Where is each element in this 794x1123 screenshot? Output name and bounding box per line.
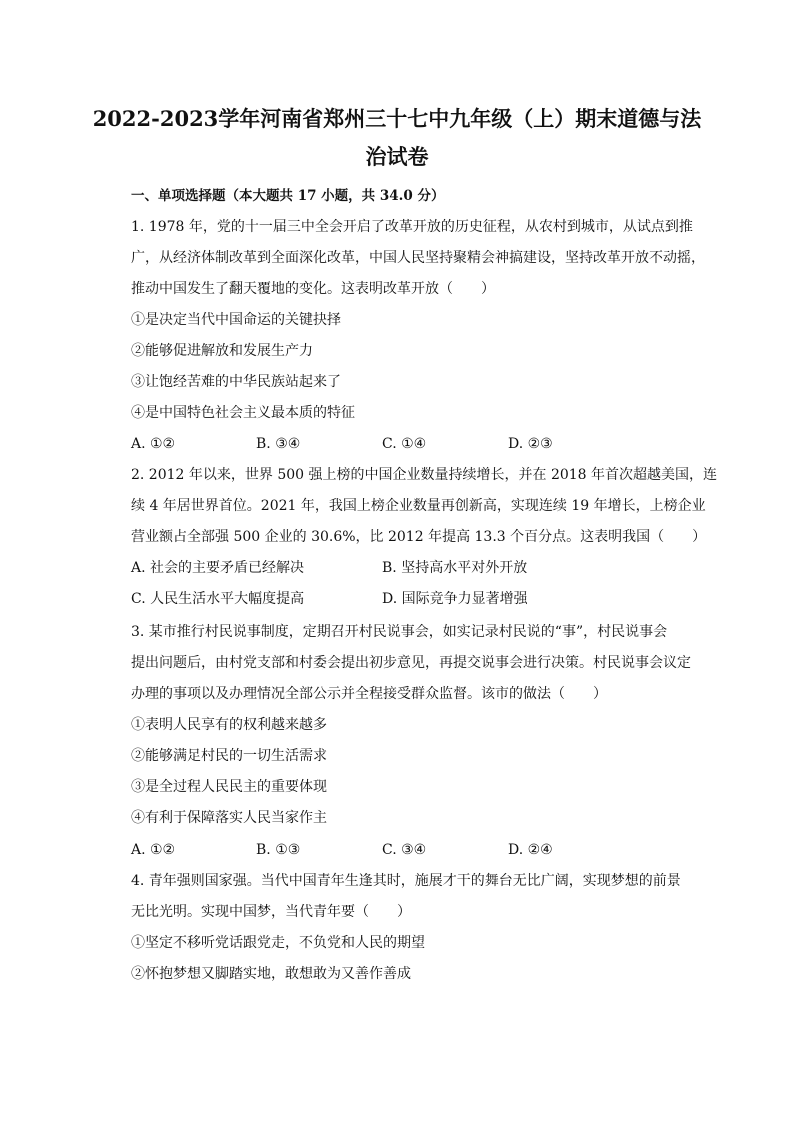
question-text-line: 办理的事项以及办理情况全部公示并全程接受群众监督。该市的做法（ ） [131,686,607,702]
statement: ③是全过程人民民主的重要体现 [131,779,327,795]
statement: ①是决定当代中国命运的关键抉择 [131,312,341,328]
option-c: C. 人民生活水平大幅度提高 [131,591,305,607]
statement: ④有利于保障落实人民当家作主 [131,810,327,826]
exam-title-line1: 2022-2023学年河南省郑州三十七中九年级（上）期末道德与法 [92,106,702,131]
statement: ①坚定不移听党话跟党走，不负党和人民的期望 [131,935,425,951]
question-text-line: 1. 1978 年，党的十一届三中全会开启了改革开放的历史征程，从农村到城市，从试点到推 [131,219,693,235]
option-c: C. ①④ [382,436,427,452]
option-d: D. ②③ [508,436,553,452]
statement: ①表明人民享有的权利越来越多 [131,717,327,733]
option-d: D. ②④ [508,842,553,858]
option-a: A. ①② [131,842,176,858]
question-text-line: 4. 青年强则国家强。当代中国青年生逢其时，施展才干的舞台无比广阔，实现梦想的前景 [131,873,681,889]
section-heading: 一、单项选择题（本大题共 17 小题，共 34.0 分） [131,188,445,204]
question-text-line: 无比光明。实现中国梦，当代青年要（ ） [131,904,411,920]
question-text-line: 续 4 年居世界首位。2021 年，我国上榜企业数量再创新高，实现连续 19 年增长，上榜企业 [131,498,706,514]
exam-title-line2: 治试卷 [365,144,429,169]
question-text-line: 广，从经济体制改革到全面深化改革，中国人民坚持聚精会神搞建设，坚持改革开放不动摇， [131,250,705,266]
option-a: A. ①② [131,436,176,452]
question-text-line: 营业额占全部强 500 企业的 30.6%，比 2012 年提高 13.3 个百分点。这表明我国（ ） [131,529,707,545]
option-c: C. ③④ [382,842,427,858]
statement: ②能够促进解放和发展生产力 [131,343,313,359]
option-b: B. ①③ [256,842,301,858]
statement: ②能够满足村民的一切生活需求 [131,748,327,764]
question-text-line: 推动中国发生了翻天覆地的变化。这表明改革开放（ ） [131,281,495,297]
question-text-line: 3. 某市推行村民说事制度，定期召开村民说事会，如实记录村民说的“事”，村民说事会 [131,624,668,640]
option-d: D. 国际竞争力显著增强 [382,591,528,607]
question-text-line: 提出问题后，由村党支部和村委会提出初步意见，再提交说事会进行决策。村民说事会议定 [131,655,691,671]
statement: ②怀抱梦想又脚踏实地，敢想敢为又善作善成 [131,966,411,982]
question-text-line: 2. 2012 年以来，世界 500 强上榜的中国企业数量持续增长，并在 2018 年首次超越美国，连 [131,467,718,483]
option-b: B. ③④ [256,436,301,452]
option-b: B. 坚持高水平对外开放 [382,560,528,576]
statement: ③让饱经苦难的中华民族站起来了 [131,374,341,390]
option-a: A. 社会的主要矛盾已经解决 [131,560,305,576]
statement: ④是中国特色社会主义最本质的特征 [131,405,355,421]
